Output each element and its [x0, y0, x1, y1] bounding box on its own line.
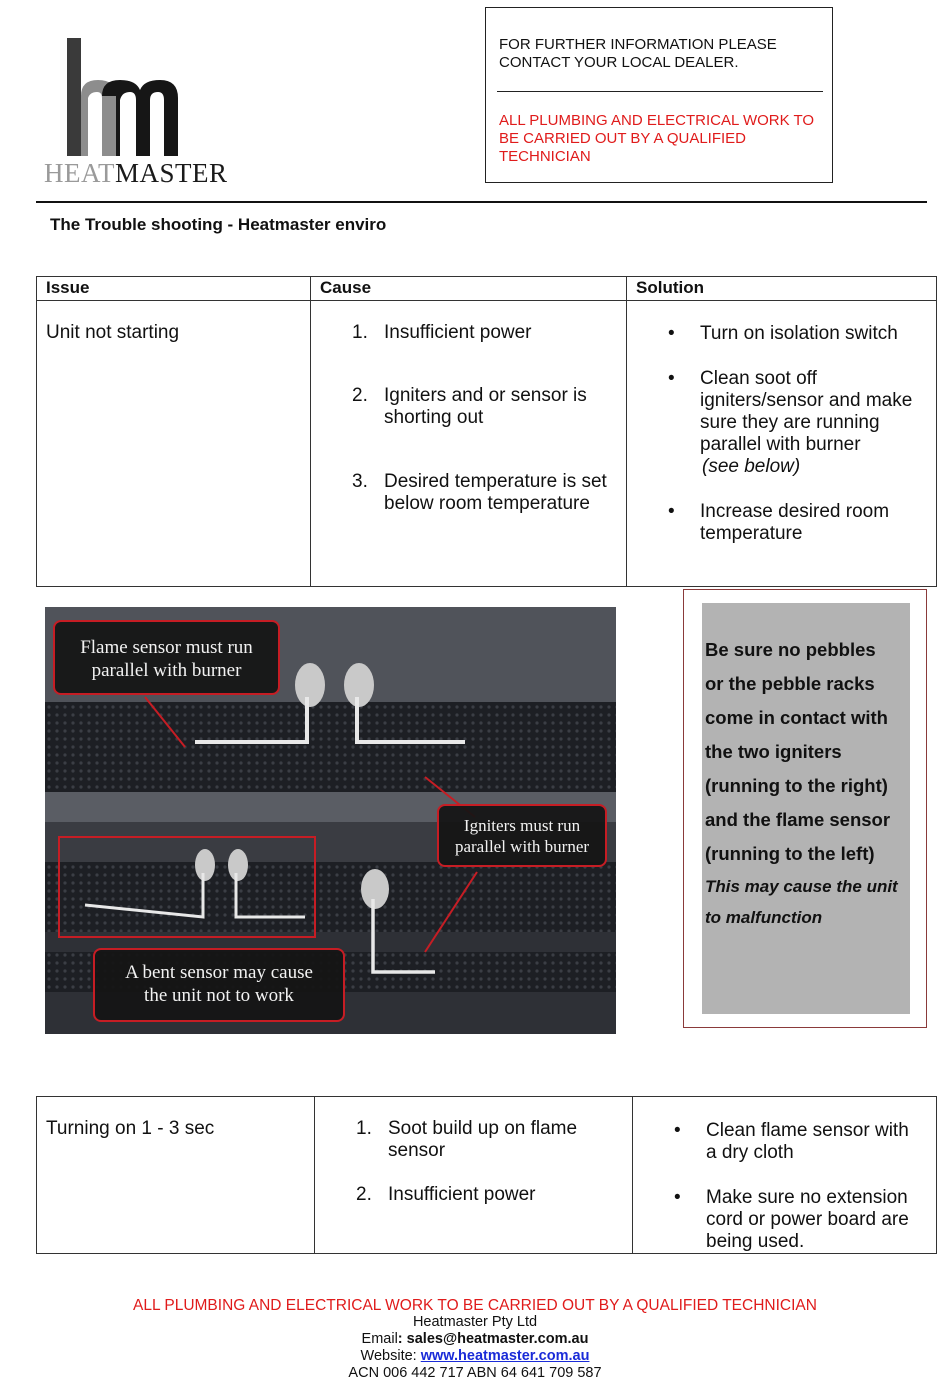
troubleshooting-table-2	[36, 1096, 937, 1254]
callout-line: parallel with burner	[454, 837, 590, 856]
column-divider	[314, 1097, 315, 1253]
page-footer	[0, 1297, 950, 1382]
email-separator: :	[397, 1331, 407, 1347]
issue-text: Unit not starting	[46, 322, 180, 343]
callout-flame-sensor	[53, 620, 280, 695]
solution-line: igniters/sensor and make	[700, 390, 913, 411]
bullet-icon: •	[674, 1187, 681, 1208]
cause-number: 2.	[352, 385, 368, 406]
dealer-info-box	[485, 7, 833, 183]
email-address[interactable]: sales@heatmaster.com.au	[406, 1331, 589, 1347]
cause-number: 1.	[356, 1118, 372, 1139]
solution-line: parallel with burner	[700, 434, 861, 455]
note-line: Be sure no pebbles	[705, 639, 876, 660]
callout-line: the unit not to work	[144, 985, 294, 1006]
note-line: the two igniters	[705, 741, 842, 762]
solution-line: cord or power board are	[706, 1209, 909, 1230]
callout-line: A bent sensor may cause	[125, 962, 313, 983]
note-italic-line: to malfunction	[705, 908, 823, 927]
header-rule	[36, 201, 927, 203]
cause-line: shorting out	[384, 407, 484, 428]
solution-line: temperature	[700, 523, 803, 544]
cause-line: below room temperature	[384, 493, 590, 514]
note-line: or the pebble racks	[705, 673, 875, 694]
note-line: (running to the left)	[705, 843, 875, 864]
cause-line: Insufficient power	[384, 322, 532, 343]
cause-number: 3.	[352, 471, 368, 492]
bullet-icon: •	[674, 1120, 681, 1141]
footer-warning: ALL PLUMBING AND ELECTRICAL WORK TO BE CARRIED OUT BY A QUALIFIED TECHNICIAN	[133, 1297, 817, 1314]
cause-line: Igniters and or sensor is	[384, 385, 587, 406]
note-line: (running to the right)	[705, 775, 888, 796]
bullet-icon: •	[668, 501, 675, 522]
note-line: and the flame sensor	[705, 809, 891, 830]
info-divider	[497, 91, 823, 92]
dealer-contact-text: FOR FURTHER INFORMATION PLEASE CONTACT YOUR LOCAL DEALER.	[499, 36, 777, 71]
header-solution: Solution	[636, 278, 704, 297]
footer-acn: ACN 006 442 717 ABN 64 641 709 587	[348, 1365, 602, 1381]
troubleshooting-table-1	[36, 276, 937, 587]
brand-word-heat: HEAT	[44, 158, 115, 188]
email-label: Email	[361, 1331, 398, 1347]
solution-line: Clean flame sensor with	[706, 1120, 909, 1141]
callout-line: Igniters must run	[463, 816, 581, 835]
cause-line: Desired temperature is set	[384, 471, 607, 492]
malfunction-note	[705, 871, 913, 933]
website-link[interactable]: www.heatmaster.com.au	[420, 1348, 590, 1364]
page-title: The Trouble shooting - Heatmaster enviro	[50, 215, 387, 234]
heatmaster-logo	[40, 28, 270, 193]
footer-company: Heatmaster Pty Ltd	[412, 1314, 538, 1330]
note-italic-line: This may cause the unit	[705, 877, 898, 896]
column-divider	[626, 277, 627, 586]
solution-line: a dry cloth	[706, 1142, 794, 1163]
solution-line: being used.	[706, 1231, 805, 1252]
header-cause: Cause	[320, 278, 372, 297]
column-divider	[632, 1097, 633, 1253]
hm-monogram	[40, 28, 270, 158]
cause-number: 1.	[352, 322, 368, 343]
website-label: Website:	[360, 1348, 421, 1364]
solution-line: Make sure no extension	[706, 1187, 908, 1208]
callout-bent-sensor	[93, 948, 345, 1022]
footer-email-row	[0, 1331, 950, 1348]
see-below-note: (see below)	[702, 456, 801, 477]
solution-line: sure they are running	[700, 412, 880, 433]
column-divider	[310, 277, 311, 586]
callout-line: Flame sensor must run	[80, 637, 253, 658]
brand-word-master: MASTER	[115, 158, 228, 188]
header-divider	[37, 300, 936, 301]
footer-website-row	[0, 1348, 950, 1365]
solution-line: Clean soot off	[700, 368, 817, 389]
solution-line: Increase desired room	[700, 501, 890, 522]
callout-igniters	[437, 804, 607, 867]
cause-number: 2.	[356, 1184, 372, 1205]
burner-photo	[45, 607, 616, 1034]
issue-text: Turning on 1 - 3 sec	[46, 1118, 215, 1139]
callout-line: parallel with burner	[91, 660, 242, 681]
solution-line: Turn on isolation switch	[700, 323, 898, 344]
qualified-technician-warning: ALL PLUMBING AND ELECTRICAL WORK TO BE CARRIED OUT BY A QUALIFIED TECHNICIAN	[499, 112, 815, 165]
header-issue: Issue	[46, 278, 90, 297]
cause-line: sensor	[388, 1140, 446, 1161]
pebble-warning-note	[705, 633, 913, 871]
cause-line: Soot build up on flame	[388, 1118, 578, 1139]
bullet-icon: •	[668, 323, 675, 344]
brand-wordmark	[44, 158, 228, 189]
note-line: come in contact with	[705, 707, 888, 728]
cause-line: Insufficient power	[388, 1184, 536, 1205]
bullet-icon: •	[668, 368, 675, 389]
